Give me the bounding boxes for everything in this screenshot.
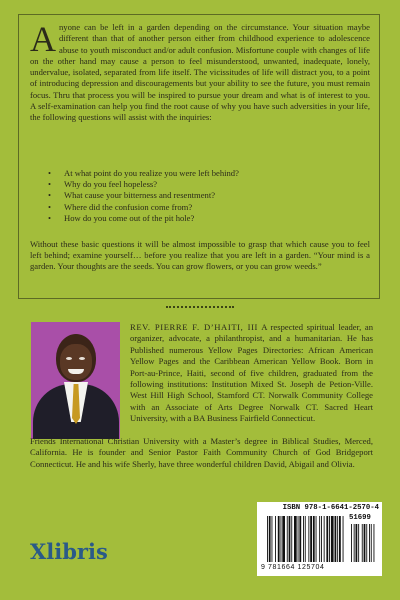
barcode-bar [269,516,271,562]
list-item: • At what point do you realize you were left behind? [48,168,239,178]
barcode-bar [305,516,306,562]
isbn-label: ISBN 978-1-6641-2570-4 [282,504,379,512]
author-bio-text: A respected spiritual leader, an organizer, advocate, a philanthropist, and a humanitarian. He has Published numerous Yellow Pages Directories: African American Yellow Pages and the Caribbean American Yellow Book. Born in Port-au-Prince, Haiti, second of five children, graduated from the following institutions: Institution Mixed St. Joseph de Petion-Ville. West Hill High School, Stamford CT. Norwalk Community College with an Associate of Arts Degree Norwalk CT. Sacred Heart University, with a BA Business Fairfield Connecticut. [130,322,373,424]
face-shape [60,344,92,380]
barcode-bar [319,516,320,562]
barcode-bar [289,516,291,562]
bullet-icon: • [48,190,52,201]
list-item: • Where did the confusion come from? [48,201,193,212]
barcode-bar [298,516,299,562]
author-photo [31,322,120,439]
barcode-bar [369,524,370,562]
barcode-bar [366,524,367,562]
barcode-bar [294,516,297,562]
barcode-bar [310,516,312,562]
publisher-logo: Xlibris [30,539,108,564]
barcode-bar [272,516,273,562]
barcode-number: 9 781664 125704 [261,564,325,571]
barcode-bar [351,524,352,562]
barcode-bar [303,516,304,562]
barcode-bar [329,516,330,562]
list-item: • What cause your bitterness and resentment? [48,190,216,201]
barcode-bar [299,516,301,562]
bullet-icon: • [48,179,52,190]
barcode-bar [313,516,315,562]
barcode-bar [324,516,325,562]
list-item: • Why do you feel hopeless? [48,179,158,190]
barcode-bar [316,516,317,562]
smile-shape [68,369,84,374]
barcode-bar [374,524,375,562]
barcode-icon [261,516,379,564]
bullet-icon: • [48,201,52,212]
barcode-bar [291,516,292,562]
outro-paragraph: Without these basic questions it will be almost impossible to grasp that which cause you to feel left behind; examine yourself… before you realize that you are left in a garden. “Your mind is a garden. Your thoughts are the seeds. You can grow flowers, or you can grow weeds.” [30,239,370,272]
barcode-bar [275,516,276,562]
barcode-bar [364,524,366,562]
barcode-bar [339,516,341,562]
barcode-bar [321,516,322,562]
bullet-icon: • [48,212,52,223]
author-bio-continued: Friends International Christian University with a Master’s degree in Biblical Studies, Merced, California. He is founder and Senior Pastor Faith Community Church of God Bridgeport Connecticut. He and his wife Sherly, have three wonderful children David, Abigail and Olivia. [30,436,373,469]
intro-paragraph [30,19,370,124]
question-list [48,168,368,224]
bullet-icon: • [48,168,52,178]
barcode-bar [281,516,282,562]
barcode-bar [356,524,358,562]
barcode-bar [278,516,280,562]
eye-shape [79,357,85,360]
barcode-bar [358,524,359,562]
eye-shape [66,357,72,360]
barcode-bar [335,516,337,562]
barcode-bar [337,516,338,562]
barcode-bar [282,516,285,562]
barcode-bar [308,516,309,562]
barcode-bar [287,516,288,562]
author-bio [130,322,373,425]
dotted-divider [166,306,234,308]
barcode-bar [331,516,334,562]
intro-text: nyone can be left in a garden depending on the circumstance. Your situation maybe different than that of another person either from childhood experience to adolescence abuse to youth misconduct and/or adult confusion. Misfortune couple with changes of life on the other hand may cause a person to feel misunderstood, unwanted, inadequate, lonely, undervalue, isolated, separated from life itself. The vicissitudes of life will distract you, to a point of introducing depression and discouragements but your ability to see the future, you must remain focus. Thru that process you will be inspired to pursue your dream and what is of interest to you. A self-examination can help you find the root cause of why you have such adversities in your life, the following questions will assist with the inquiries: [30,22,370,123]
barcode-bar [326,516,328,562]
barcode-bar [343,516,344,562]
barcode-panel [257,502,382,576]
drop-cap: A [30,19,56,59]
price-code: 51699 [349,514,371,522]
barcode-bar [362,524,363,562]
author-name: REV. PIERRE F. D’HAITI, III [130,322,259,332]
list-item: • How do you come out of the pit hole? [48,212,195,223]
barcode-bar [371,524,372,562]
barcode-bar [354,524,355,562]
barcode-bar [267,516,268,562]
